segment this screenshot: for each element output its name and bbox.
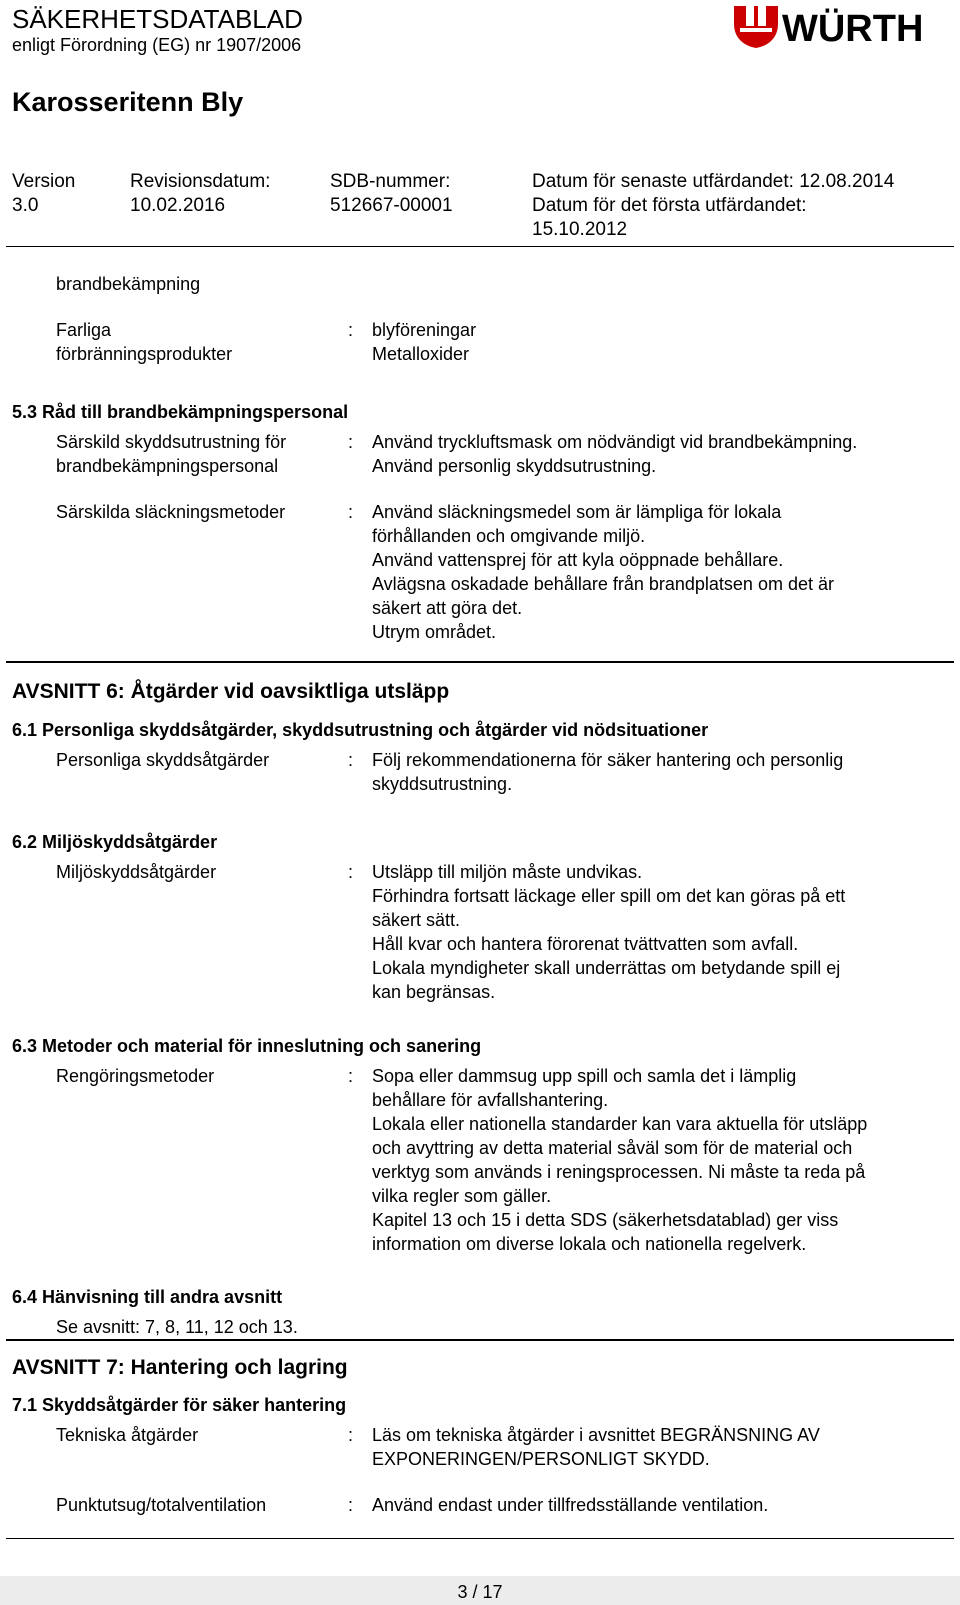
cleaning-methods-value: Sopa eller dammsug upp spill och samla det i lämplig behållare för avfallshantering. Lokala eller nationella standarder kan vara aktuella för utsläpp och avyttring av detta material såväl som för de material och verktyg som används i reningsprocessen. Ni måste ta reda på vilka regler som gäller. Kapitel 13 och 15 i detta SDS (säkerhetsdatablad) ger viss information om diverse lokala och nationella regelverk. bbox=[372, 1066, 868, 1254]
personal-measures-value: Följ rekommendationerna för säker hantering och personlig skyddsutrustning. bbox=[372, 750, 844, 794]
section-6-3-heading: 6.3 Metoder och material för inneslutning och sanering bbox=[12, 1036, 482, 1056]
colon: : bbox=[348, 1425, 354, 1445]
first-issue-label: Datum för det första utfärdandet: bbox=[532, 195, 807, 216]
colon: : bbox=[348, 432, 354, 452]
product-name: Karosseritenn Bly bbox=[12, 87, 244, 117]
section-7-heading: AVSNITT 7: Hantering och lagring bbox=[12, 1356, 348, 1379]
section-6-2-heading: 6.2 Miljöskyddsåtgärder bbox=[12, 832, 218, 852]
colon: : bbox=[348, 750, 354, 770]
section-6-4-heading: 6.4 Hänvisning till andra avsnitt bbox=[12, 1287, 283, 1307]
colon: : bbox=[348, 502, 354, 522]
section-6-1-heading: 6.1 Personliga skyddsåtgärder, skyddsutrustning och åtgärder vid nödsituationer bbox=[12, 720, 709, 740]
technical-measures-value: Läs om tekniska åtgärder i avsnittet BEGRÄNSNING AV EXPONERINGEN/PERSONLIGT SKYDD. bbox=[372, 1425, 820, 1469]
section-divider bbox=[6, 661, 954, 663]
header-divider bbox=[6, 246, 954, 247]
section-7-1-heading: 7.1 Skyddsåtgärder för säker hantering bbox=[12, 1395, 347, 1415]
ppe-value: Använd tryckluftsmask om nödvändigt vid brandbekämpning. Använd personlig skyddsutrustning. bbox=[372, 432, 858, 476]
wurth-logo-mark-icon bbox=[734, 6, 778, 48]
env-measures-value: Utsläpp till miljön måste undvikas. Förhindra fortsatt läckage eller spill om det kan göras på ett säkert sätt. Håll kvar och hantera förorenat tvättvatten som avfall. Lokala myndigheter skall underrättas om betydande spill ej kan begränsas. bbox=[372, 862, 846, 1002]
footer-divider bbox=[6, 1538, 954, 1539]
personal-measures-label: Personliga skyddsåtgärder bbox=[56, 750, 270, 770]
colon: : bbox=[348, 1495, 354, 1515]
section-divider bbox=[6, 1339, 954, 1341]
methods-value: Använd släckningsmedel som är lämpliga för lokala förhållanden och omgivande miljö. Använd vattensprej för att kyla oöppnade behållare. Avlägsna oskadade behållare från brandplatsen om det är säkert att göra det. Utrym området. bbox=[372, 502, 834, 642]
revision-label: Revisionsdatum: bbox=[130, 171, 271, 192]
section-6-4-text: Se avsnitt: 7, 8, 11, 12 och 13. bbox=[56, 1317, 298, 1337]
colon: : bbox=[348, 1066, 354, 1086]
sdb-label: SDB-nummer: bbox=[330, 171, 451, 192]
wurth-logo bbox=[732, 2, 954, 50]
section-6-heading: AVSNITT 6: Åtgärder vid oavsiktliga utsläpp bbox=[12, 680, 450, 703]
regulation-text: enligt Förordning (EG) nr 1907/2006 bbox=[12, 35, 302, 55]
latest-issue-date: Datum för senaste utfärdandet: 12.08.2014 bbox=[532, 171, 895, 192]
env-measures-label: Miljöskyddsåtgärder bbox=[56, 862, 217, 882]
version-value: 3.0 bbox=[12, 195, 39, 216]
methods-label: Särskilda släckningsmetoder bbox=[56, 502, 286, 522]
version-label: Version bbox=[12, 171, 76, 192]
brand-wordmark: WÜRTH bbox=[782, 8, 924, 50]
ventilation-value: Använd endast under tillfredsställande ventilation. bbox=[372, 1495, 769, 1515]
page-number: 3 / 17 bbox=[457, 1582, 503, 1602]
sdb-value: 512667-00001 bbox=[330, 195, 453, 216]
cleaning-methods-label: Rengöringsmetoder bbox=[56, 1066, 215, 1086]
technical-measures-label: Tekniska åtgärder bbox=[56, 1425, 199, 1445]
colon: : bbox=[348, 862, 354, 882]
hazard-products-value: blyföreningar Metalloxider bbox=[372, 320, 477, 364]
hazard-products-label: Farliga förbränningsprodukter bbox=[56, 320, 233, 364]
section-5-3-heading: 5.3 Råd till brandbekämpningspersonal bbox=[12, 402, 349, 422]
cont-label: brandbekämpning bbox=[56, 274, 201, 294]
first-issue-value: 15.10.2012 bbox=[532, 219, 628, 240]
document-title: SÄKERHETSDATABLAD bbox=[12, 4, 303, 34]
revision-value: 10.02.2016 bbox=[130, 195, 226, 216]
ventilation-label: Punktutsug/totalventilation bbox=[56, 1495, 267, 1515]
ppe-label: Särskild skyddsutrustning för brandbekämpningspersonal bbox=[56, 432, 287, 476]
colon: : bbox=[348, 320, 354, 340]
